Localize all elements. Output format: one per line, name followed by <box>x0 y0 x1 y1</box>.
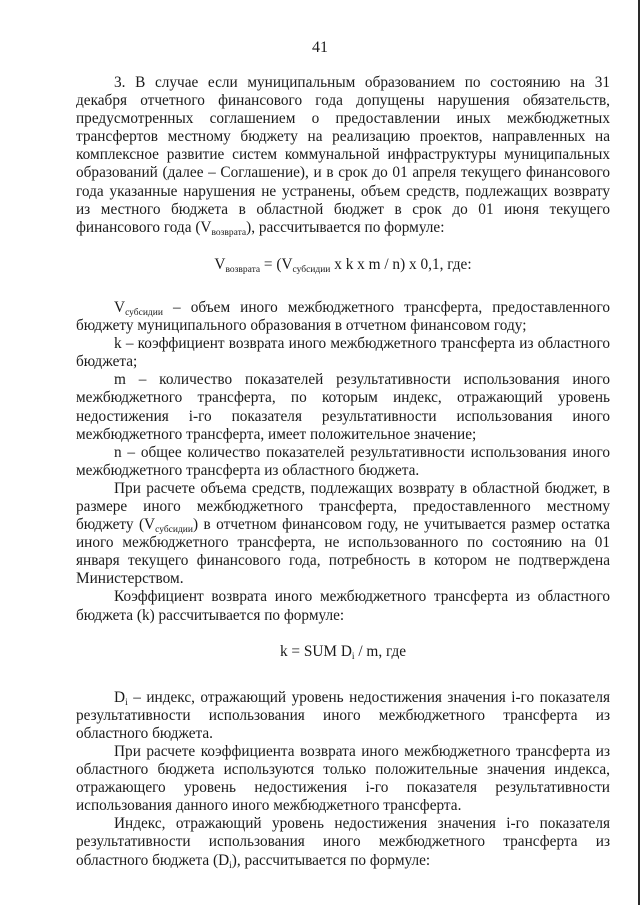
paragraph-3: 3. В случае если муниципальным образованием по состоянию на 31 декабря отчетного финансового года допущены нарушения обязательств, предусмотренных соглашением о предоставлении иных межбюджетных трансфертов местному бюджету на реализацию проектов, направленных на комплексное развитие систем коммунальной инфраструктуры муниципальных образований (далее – Соглашение), и в срок до 01 апреля текущего финансового года указанные нарушения не устранены, объем средств, подлежащих возврату из местного бюджета в областной бюджет в срок до 01 июня текущего финансового года $(V_{возврата})$, рассчитывается по формуле: <box>76 74 610 238</box>
definition-k: k – коэффициент возврата иного межбюджетного трансферта из областного бюджета; <box>76 335 610 371</box>
paragraph-index: Индекс, отражающий уровень недостижения значения i-го показателя результативности использования иного межбюджетного трансферта из областного бюджета $(D_i)$, рассчитывается по формуле: <box>76 815 610 871</box>
formula-coefficient: k = SUM $D_i$ / m, где <box>279 642 407 662</box>
formula-return-volume: $V_{возврата} = (V_{субсидии}$ x k x m / n) x 0,1, где: <box>214 255 472 275</box>
paragraph-coefficient: Коэффициент возврата иного межбюджетного трансферта из областного бюджета (k) рассчитывается по формуле: <box>76 588 610 624</box>
paragraph-calculation-note: При расчете объема средств, подлежащих возврату в областной бюджет, в размере иного межбюджетного трансферта, предоставленного местному бюджету $(V_{субсидии})$ в отчетном финансовом году, не учитывается размер остатка иного межбюджетного трансферта, не использованного по состоянию на 01 января текущего финансового года, потребность в котором не подтверждена Министерством. <box>76 479 610 588</box>
definition-n: n – общее количество показателей результативности использования иного межбюджетного трансферта из областного бюджета. <box>76 443 610 479</box>
definition-m: m – количество показателей результативности использования иного межбюджетного трансферта, по которым индекс, отражающий уровень недостижения i-го показателя результативности использования иного межбюджетного трансферта, имеет положительное значение; <box>76 371 610 443</box>
page-number: 41 <box>312 39 328 56</box>
definition-d: $D_i$ – индекс, отражающий уровень недостижения значения i-го показателя результативности использования иного межбюджетного трансферта из областного бюджета. <box>76 688 610 742</box>
subscript: возврата <box>211 227 247 238</box>
definition-v-subsidy: $V_{субсидии}$ – объем иного межбюджетного трансферта, предоставленного бюджету муниципального образования в отчетном финансовом году; <box>76 298 610 335</box>
document-body <box>76 74 610 870</box>
paragraph-positive-values: При расчете коэффициента возврата иного межбюджетного трансферта из областного бюджета используются только положительные значения индекса, отражающего уровень недостижения i-го показателя результативности использования данного иного межбюджетного трансферта. <box>76 743 610 815</box>
